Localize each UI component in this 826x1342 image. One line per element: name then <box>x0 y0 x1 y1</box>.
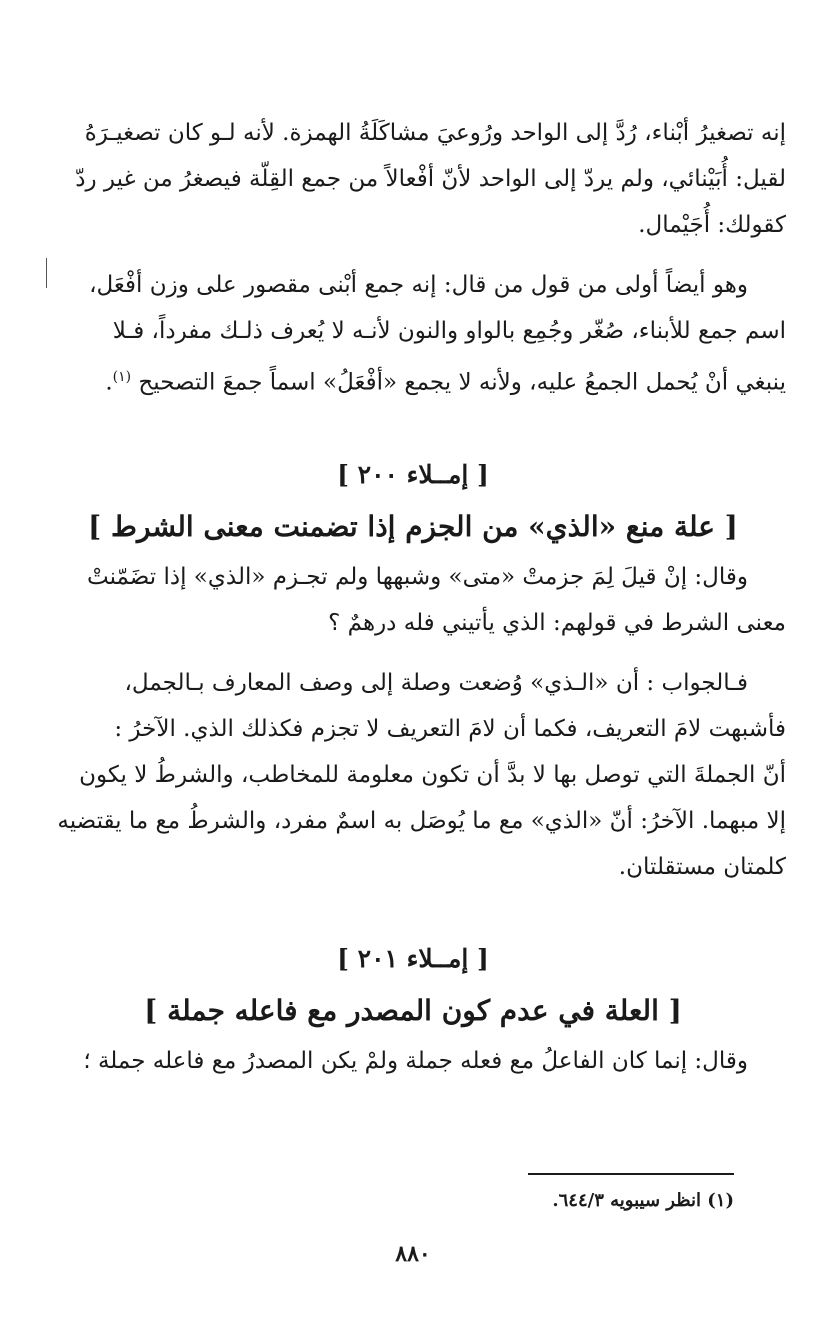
text-line: كقولك: أُجَيْمال. <box>638 212 786 238</box>
text-line: فـالجواب : أن «الـذي» وُضعت وصلة إلى وصف المعارف بـالجمل، <box>124 669 748 696</box>
paragraph-fifth <box>40 1038 786 1084</box>
text-line: إنه تصغيرُ أبْناء، رُدَّ إلى الواحد ورُوعيَ مشاكَلَةُ الهمزة. لأنه لـو كان تصغيـرَهُ <box>84 120 786 146</box>
text-line: لقيل: أُبَيْنائي، ولم يردّ إلى الواحد لأنّ أفْعالاً من جمع القِلّة فيصغرُ من غير ردّ <box>75 166 786 192</box>
page-number: ٨٨٠ <box>395 1241 431 1267</box>
imla-200-label: [ إمــلاء ٢٠٠ ] <box>337 459 489 489</box>
page-body <box>40 110 786 1084</box>
imla-201-label: [ إمــلاء ٢٠١ ] <box>337 943 489 973</box>
text-line: فأشبهت لامَ التعريف، فكما أن لامَ التعريف لا تجزم فكذلك الذي. الآخرُ : <box>114 715 786 742</box>
text-line-content: ينبغي أنْ يُحمل الجمعُ عليه، ولأنه لا يجمع «أفْعَلُ» اسماً جمعَ التصحيح <box>138 369 786 396</box>
section-heading-200: [ علة منع «الذي» من الجزم إذا تضمنت معنى الشرط ] <box>88 509 738 543</box>
section-heading-201: [ العلة في عدم كون المصدر مع فاعله جملة ] <box>144 993 682 1027</box>
footnote: (١) انظر سيبويه ٦٤٤/٣. <box>552 1190 734 1211</box>
text-line: وهو أيضاً أولى من قول من قال: إنه جمع أبْنى مقصور على وزن أفْعَل، <box>89 272 748 298</box>
text-line: إلا مبهما. الآخرُ: أنّ «الذي» مع ما يُوصَل به اسمٌ مفرد، والشرطُ مع ما يقتضيه <box>57 807 786 834</box>
text-line: أنّ الجملةَ التي توصل بها لا بدَّ أن تكون معلومة للمخاطب، والشرطُ لا يكون <box>79 761 786 788</box>
paragraph-fourth <box>40 660 786 890</box>
footnote-reference: (١) <box>112 369 132 385</box>
text-line: ينبغي أنْ يُحمل الجمعُ عليه، ولأنه لا يجمع «أفْعَلُ» اسماً جمعَ التصحيح $^{(١)}$. <box>105 369 786 396</box>
text-line: اسم جمع للأبناء، صُغّر وجُمِع بالواو والنون لأنـه لا يُعرف ذلـك مفرداً، فـلا <box>112 318 786 344</box>
text-line: وقال: إنْ قيلَ لِمَ جزمتْ «متى» وشبهها ولم تجـزم «الذي» إذا تضَمّنتْ <box>86 563 748 590</box>
paragraph-third <box>40 554 786 646</box>
paragraph-continuation <box>40 110 786 248</box>
text-line: وقال: إنما كان الفاعلُ مع فعله جملة ولمْ يكن المصدرُ مع فاعله جملة ؛ <box>83 1047 748 1074</box>
text-line: معنى الشرط في قولهم: الذي يأتيني فله درهمٌ ؟ <box>328 609 786 636</box>
text-line: كلمتان مستقلتان. <box>618 853 786 880</box>
footnote-divider <box>528 1173 734 1175</box>
paragraph-second <box>40 262 786 406</box>
